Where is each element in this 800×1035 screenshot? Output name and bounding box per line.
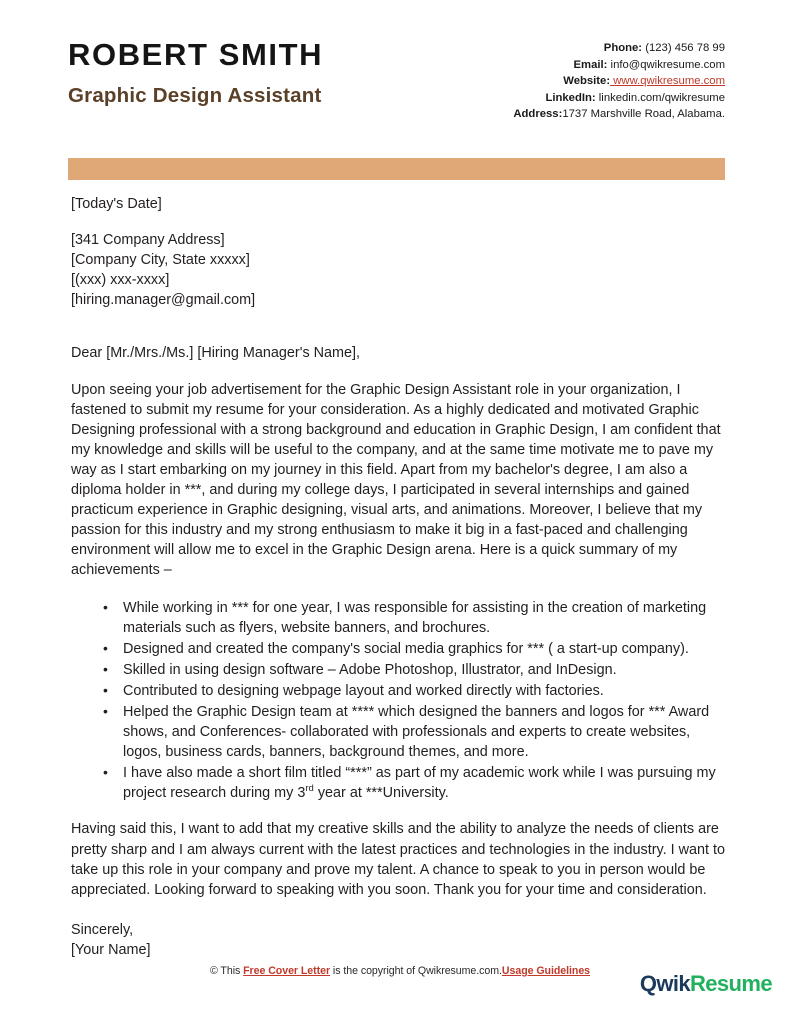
footer-copyright-middle: is the copyright of Qwikresume.com. [330,965,502,977]
qwikresume-logo [640,971,772,997]
signoff-closing: Sincerely, [71,921,134,938]
document-footer [0,965,800,1015]
achievement-item: • Contributed to designing webpage layout and worked directly with factories. [123,681,727,701]
logo-text-resume: Resume [690,971,772,996]
recipient-line-phone: [(xxx) xxx-xxxx] [71,272,170,289]
letter-salutation: Dear [Mr./Mrs./Ms.] [Hiring Manager's Name], [71,345,361,362]
applicant-job-title: Graphic Design Assistant [68,83,322,107]
recipient-address-block [71,230,727,310]
contact-row-phone [513,40,725,57]
usage-guidelines-link[interactable]: Usage Guidelines [501,965,591,977]
contact-label-phone: Phone: [603,42,643,54]
letter-date: [Today's Date] [71,196,162,212]
identity-block [68,34,323,108]
contact-value-linkedin: linkedin.com/qwikresume [595,91,725,104]
recipient-line-city: [Company City, State xxxxx] [71,252,250,269]
applicant-name: ROBERT SMITH [68,37,324,72]
signoff-name: [Your Name] [71,941,151,958]
contact-row-website [513,73,725,90]
logo-text-qwik: Qwik [639,971,690,996]
letter-closing-paragraph: Having said this, I want to add that my creative skills and the ability to analyze the needs of clients are pretty sharp and I am always current with the latest practices and technologies in the industry. I want to take up this role in your company and prove my talent. A chance to speak to you in person would be appreciated. Looking forward to speaking with you soon. Thank you for your time and consideration. [71,821,726,898]
achievement-text-after: year at ***University. [313,785,449,802]
recipient-line-email: [hiring.manager@gmail.com] [71,292,256,309]
header-accent-bar [68,158,725,180]
achievement-item: • Helped the Graphic Design team at **** which designed the banners and logos for *** Award shows, and Conferences- collaborated with professionals and experts to create websites, logos, business cards, banners, background themes, and more. [123,702,727,762]
contact-value-email: info@qwikresume.com [607,58,725,71]
contact-value-address: 1737 Marshville Road, Alabama. [562,108,725,121]
recipient-line-street: [341 Company Address] [71,232,225,249]
free-cover-letter-link[interactable]: Free Cover Letter [243,965,331,977]
letter-opening-paragraph: Upon seeing your job advertisement for the Graphic Design Assistant role in your organization, I fastened to submit my resume for your consideration. As a highly dedicated and motivated Graphic Designing professional with a strong background and education in Graphic Design, I am confident that my knowledge and skills will be useful to the company, and at the same time motivate me to pave my way as I start embarking on my journey in this field. Apart from my bachelor's degree, I am also a diploma holder in ***, and during my college days, I participated in several internships and gained practicum experience in Graphic designing, visual arts, and animations. Moreover, I believe that my passion for this industry and my strong enthusiasm to make it big in a fast-paced and challenging environment will allow me to excel in the Graphic Design arena. Here is a quick summary of my achievements – [71,381,721,579]
achievements-list [71,598,727,804]
achievement-item: • Skilled in using design software – Adobe Photoshop, Illustrator, and InDesign. [123,660,727,680]
achievement-item [123,763,727,803]
achievement-item: • Designed and created the company's social media graphics for *** ( a start-up company). [123,639,727,659]
contact-row-linkedin [513,90,725,107]
contact-label-linkedin: LinkedIn: [545,91,596,104]
achievement-item: • While working in *** for one year, I was responsible for assisting in the creation of marketing materials such as flyers, website banners, and brochures. [123,598,727,638]
letter-body [71,194,727,960]
contact-label-website: Website: [563,75,611,88]
ordinal-suffix: rd [305,783,314,795]
footer-copyright-prefix: © This [209,965,244,977]
contact-value-phone: (123) 456 78 99 [642,42,725,54]
contact-label-address: Address: [513,108,563,121]
contact-row-email [513,57,725,74]
document-header [0,34,800,123]
letter-signoff [71,920,727,960]
contact-details [513,34,725,123]
contact-row-address [513,106,725,123]
contact-label-email: Email: [573,58,608,71]
contact-link-website[interactable]: www.qwikresume.com [610,75,725,88]
achievement-text-before: I have also made a short film titled “***” as part of my academic work while I was pursuing my project research during my 3 [123,765,716,802]
